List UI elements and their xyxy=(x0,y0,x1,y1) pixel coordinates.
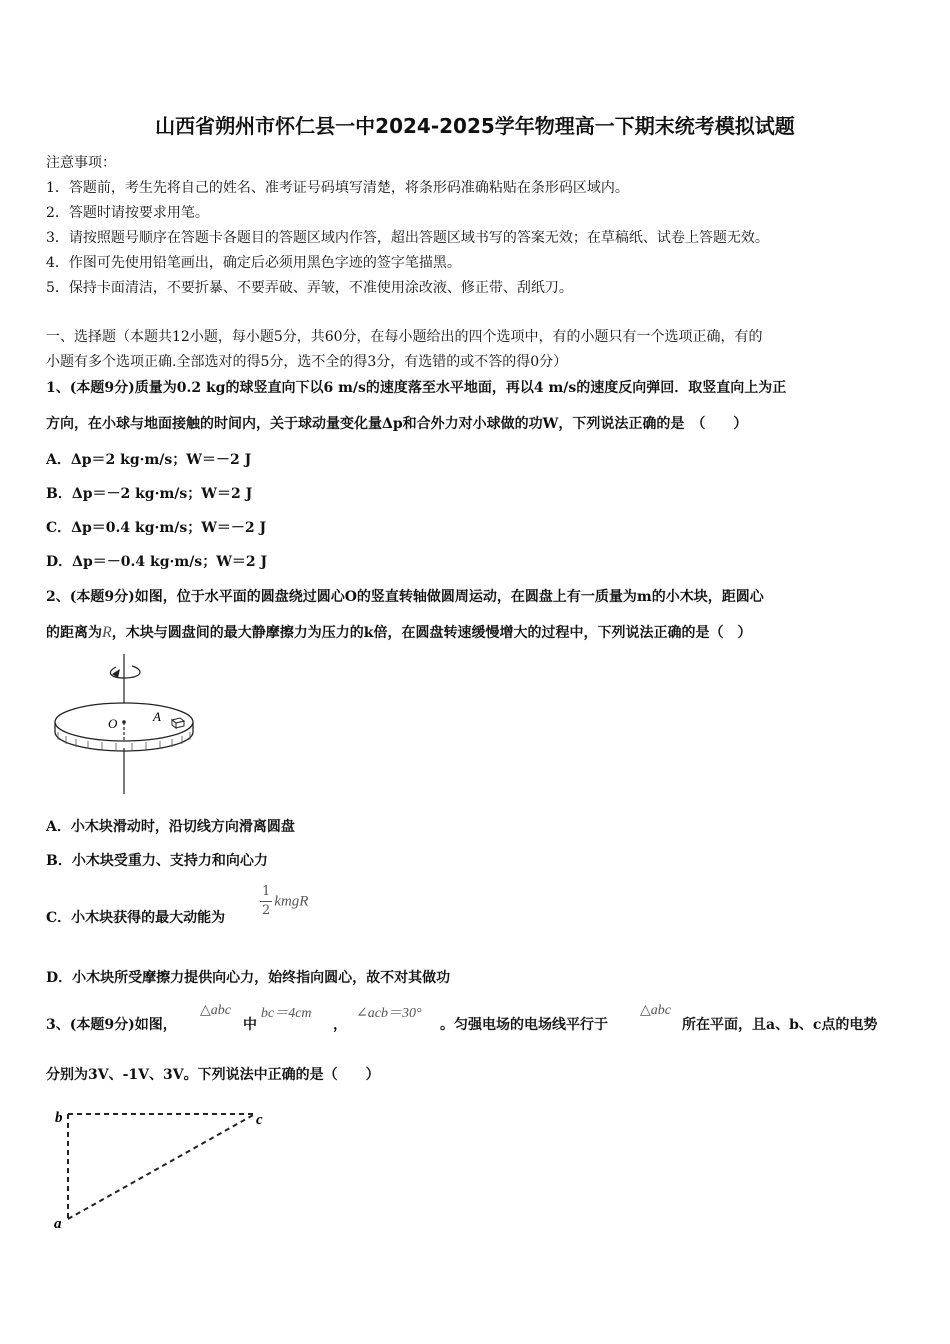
notice-item: 3．请按照题号顺序在答题卡各题目的答题区域内作答，超出答题区域书写的答案无效；在草稿纸、试卷上答题无效。 xyxy=(46,230,769,246)
block-label: A xyxy=(153,709,161,724)
question-2-option-a: A．小木块滑动时，沿切线方向滑离圆盘 xyxy=(46,819,295,835)
angle-acb: ∠acb＝30° xyxy=(356,1006,422,1021)
triangle-figure xyxy=(50,1104,280,1234)
notice-item: 4．作图可先使用铅笔画出，确定后必须用黑色字迹的签字笔描黑。 xyxy=(46,255,461,271)
question-2-stem-part: ，木块与圆盘间的最大静摩擦力为压力的k倍，在圆盘转速缓慢增大的过程中，下列说法正确的是（ ） xyxy=(111,625,752,641)
question-2-option-b: B．小木块受重力、支持力和向心力 xyxy=(46,853,268,869)
vertex-c-label: c xyxy=(256,1112,263,1128)
page-title: 山西省朔州市怀仁县一中2024-2025学年物理高一下期末统考模拟试题 xyxy=(155,114,795,138)
question-1-option-a: A．Δp＝2 kg·m/s；W＝－2 J xyxy=(46,452,252,468)
notice-item: 1．答题前，考生先将自己的姓名、准考证号码填写清楚，将条形码准确粘贴在条形码区域内。 xyxy=(46,180,629,196)
question-1-stem: 1、(本题9分)质量为0.2 kg的球竖直向下以6 m/s的速度落至水平地面，再以4 m/s的速度反向弹回．取竖直向上为正 xyxy=(46,380,787,396)
question-1-option-c: C．Δp＝0.4 kg·m/s；W＝－2 J xyxy=(46,520,267,536)
kinetic-energy-formula xyxy=(258,883,308,920)
notice-heading: 注意事项： xyxy=(46,155,116,171)
question-3-text: ， xyxy=(333,1017,347,1033)
notice-item: 5．保持卡面清洁，不要折暴、不要弄破、弄皱，不准使用涂改液、修正带、刮纸刀。 xyxy=(46,280,573,296)
question-3-text: 中 xyxy=(243,1017,257,1033)
vertex-a-label: a xyxy=(54,1216,62,1232)
question-3-text: 。匀强电场的电场线平行于 xyxy=(440,1017,608,1033)
question-2-stem xyxy=(46,622,751,642)
question-2-option-c-text: C．小木块获得的最大动能为 xyxy=(46,910,226,926)
radius-symbol: R xyxy=(102,624,112,641)
question-2-stem-part: 的距离为 xyxy=(46,625,102,641)
triangle-abc-1: △abc xyxy=(200,1003,231,1018)
triangle-abc-2: △abc xyxy=(640,1003,671,1018)
rotating-disc-figure xyxy=(50,652,210,797)
question-3-text: 所在平面，且a、b、c点的电势 xyxy=(682,1017,878,1033)
question-2-stem: 2、(本题9分)如图，位于水平面的圆盘绕过圆心O的竖直转轴做圆周运动，在圆盘上有一质量为m的小木块，距圆心 xyxy=(46,589,764,605)
section-instructions: 小题有多个选项正确.全部选对的得5分，选不全的得3分，有选错的或不答的得0分） xyxy=(46,354,568,370)
section-instructions: 一、选择题（本题共12小题，每小题5分，共60分，在每小题给出的四个选项中，有的小题只有一个选项正确，有的 xyxy=(46,329,763,345)
question-2-option-c xyxy=(46,907,225,927)
fraction-numerator: 1 xyxy=(260,883,272,902)
question-3-stem: 分别为3V、-1V、3V。下列说法中正确的是（ ） xyxy=(46,1067,380,1083)
question-2-option-d: D．小木块所受摩擦力提供向心力，始终指向圆心，故不对其做功 xyxy=(46,970,451,986)
vertex-b-label: b xyxy=(55,1110,63,1126)
disc-center-label: O xyxy=(108,716,118,731)
question-1-stem: 方向，在小球与地面接触的时间内，关于球动量变化量Δp和合外力对小球做的功W，下列说法正确的是 （ ） xyxy=(46,416,748,432)
question-1-option-d: D．Δp＝－0.4 kg·m/s；W＝2 J xyxy=(46,554,268,570)
side-bc-length: bc＝4cm xyxy=(261,1006,312,1021)
question-1-option-b: B．Δp＝－2 kg·m/s；W＝2 J xyxy=(46,486,253,502)
notice-item: 2．答题时请按要求用笔。 xyxy=(46,205,209,221)
fraction-denominator: 2 xyxy=(262,903,271,918)
formula-expression: kmgR xyxy=(274,893,309,910)
question-3-prefix: 3、(本题9分)如图， xyxy=(46,1017,177,1033)
